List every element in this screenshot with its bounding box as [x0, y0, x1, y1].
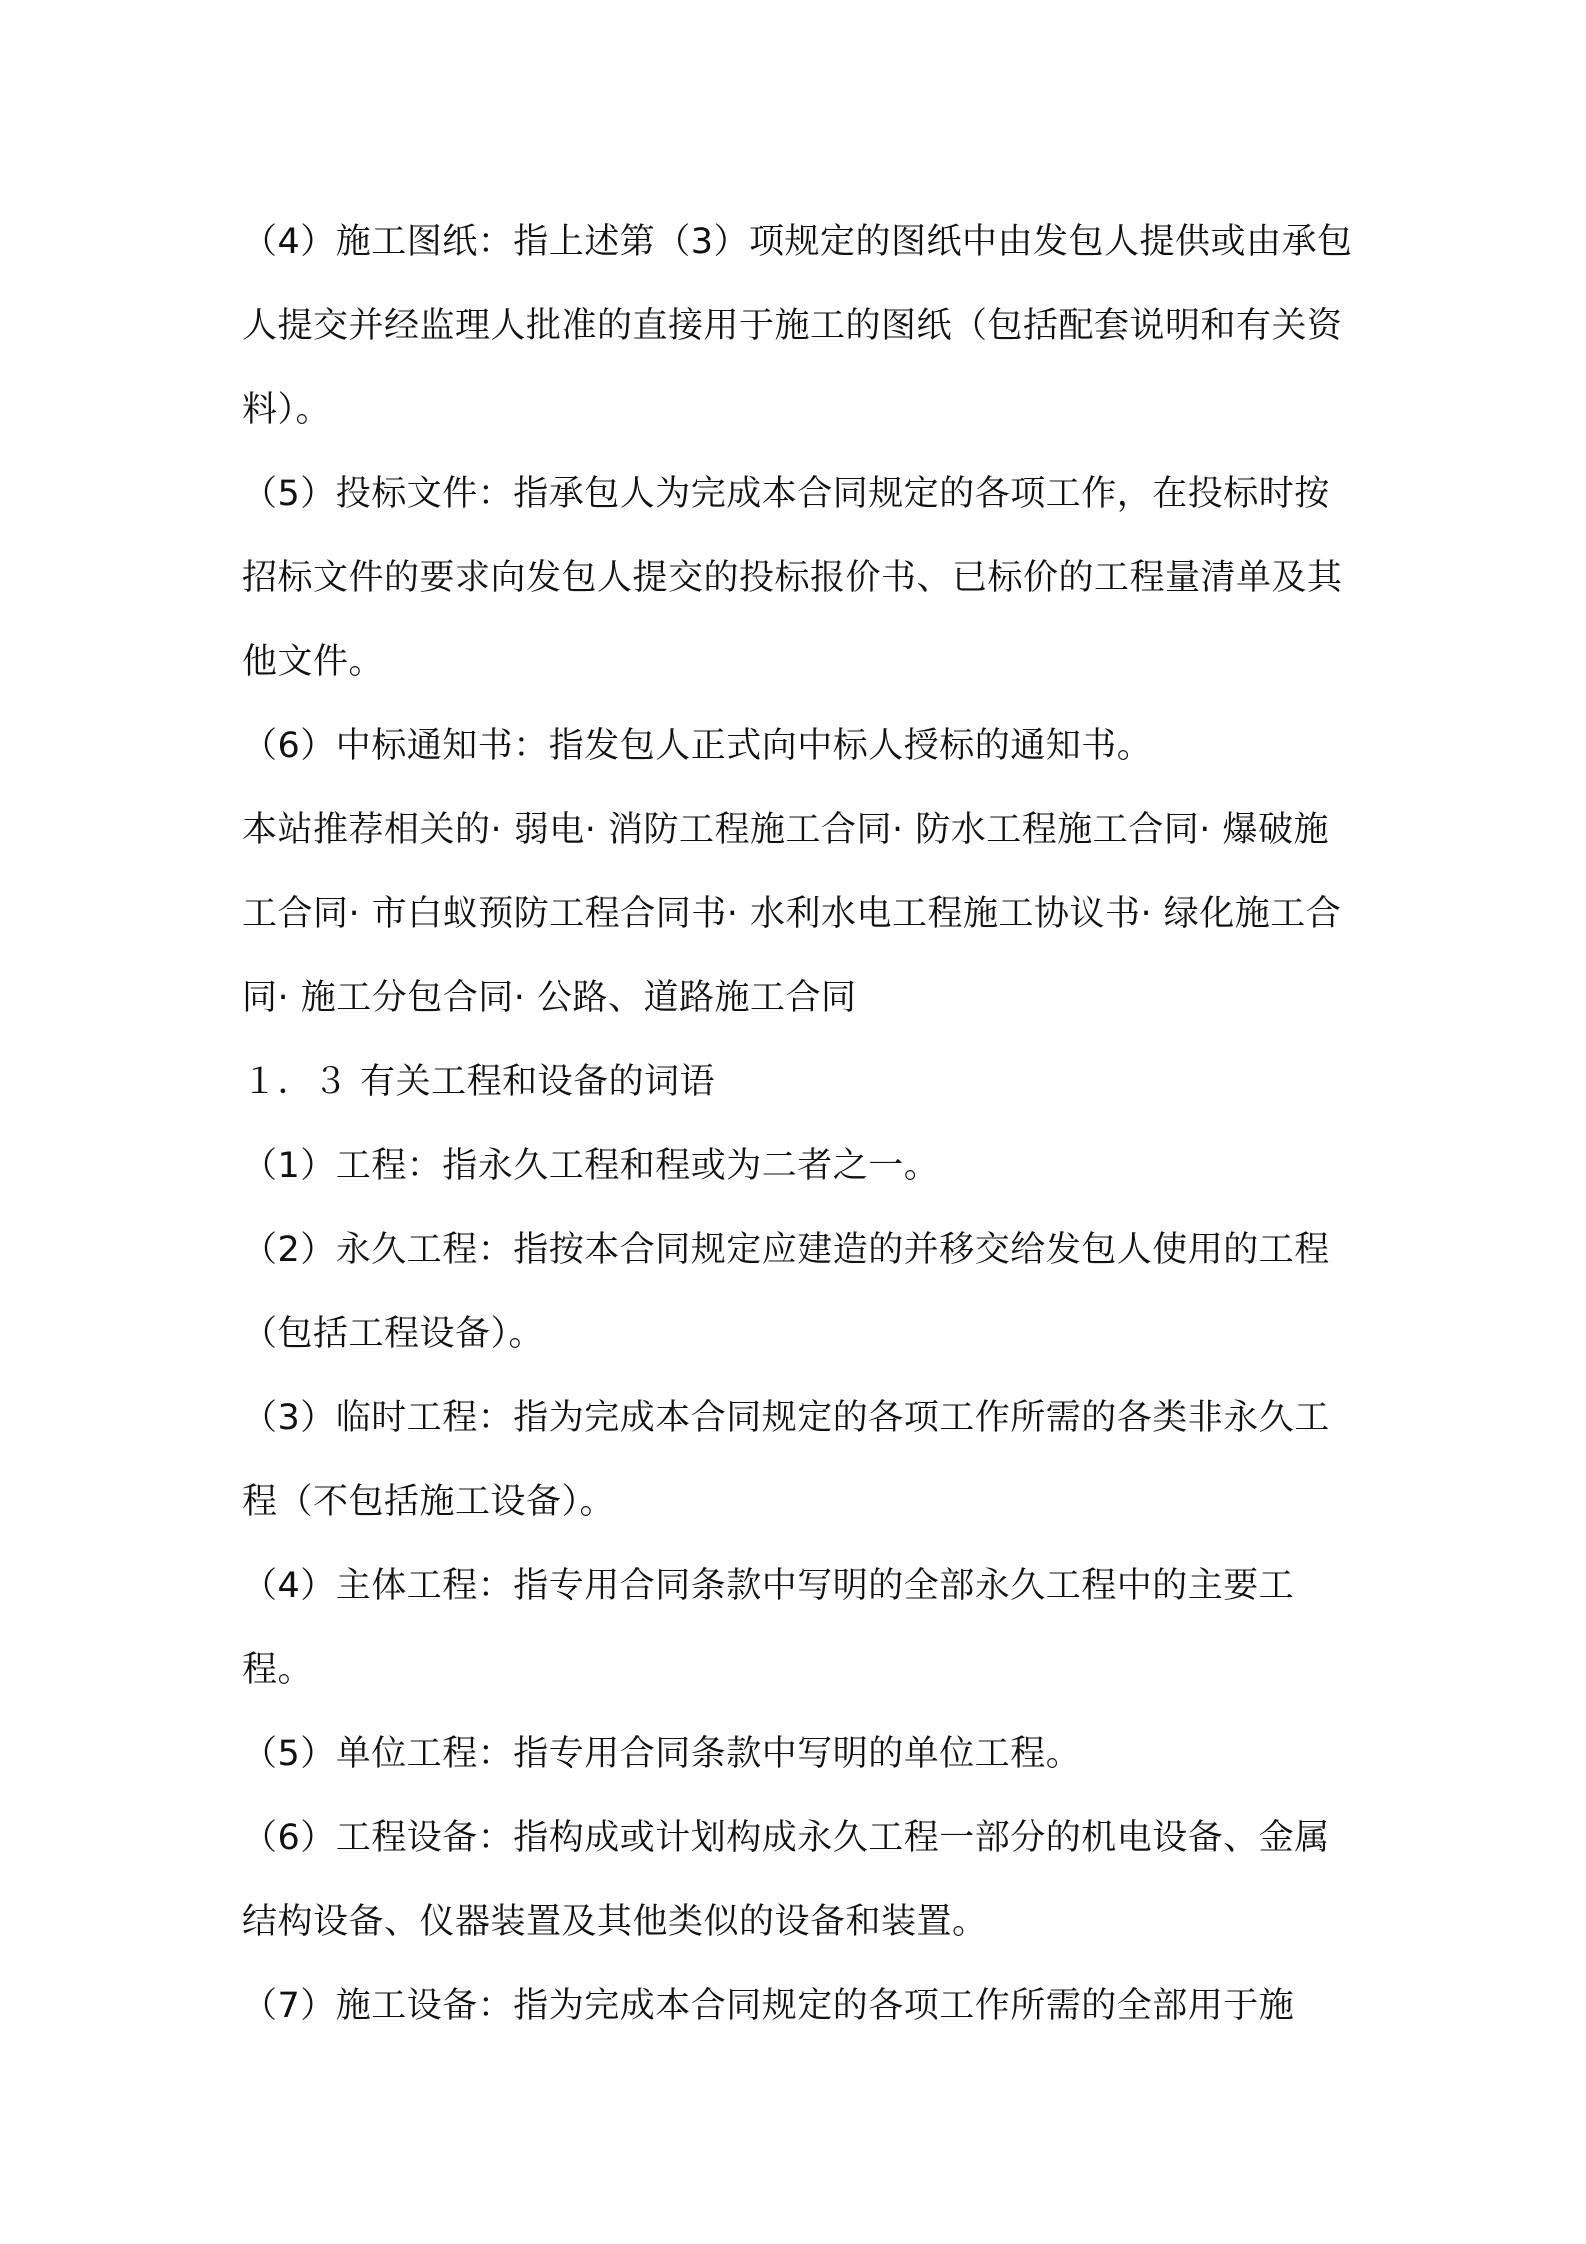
section-heading-1-3: １．３ 有关工程和设备的词语 [242, 1062, 716, 1102]
paragraph-permanent-works: （2）永久工程：指按本合同规定应建造的并移交给发包人使用的工程（包括工程设备）。 [242, 1230, 1330, 1354]
paragraph-unit-works: （5）单位工程：指专用合同条款中写明的单位工程。 [242, 1734, 1082, 1774]
paragraph-construction-equipment: （7）施工设备：指为完成本合同规定的各项工作所需的全部用于施 [242, 1986, 1295, 2026]
paragraph-temporary-works: （3）临时工程：指为完成本合同规定的各项工作所需的各类非永久工程（不包括施工设备）。 [242, 1398, 1330, 1522]
document-body [242, 200, 1362, 2048]
paragraph-works: （1）工程：指永久工程和程或为二者之一。 [242, 1146, 940, 1186]
paragraph-main-works: （4）主体工程：指专用合同条款中写明的全部永久工程中的主要工程。 [242, 1566, 1295, 1690]
paragraph-related-recommendations: 本站推荐相关的· 弱电· 消防工程施工合同· 防水工程施工合同· 爆破施工合同· 市白蚁预防工程合同书· 水利水电工程施工协议书· 绿化施工合同· 施工分包合同· 公路、道路施工合同 [242, 810, 1342, 1018]
paragraph-bid-documents: （5）投标文件：指承包人为完成本合同规定的各项工作，在投标时按招标文件的要求向发包人提交的投标报价书、已标价的工程量清单及其他文件。 [242, 474, 1343, 682]
paragraph-engineering-equipment: （6）工程设备：指构成或计划构成永久工程一部分的机电设备、金属结构设备、仪器装置及其他类似的设备和装置。 [242, 1818, 1330, 1942]
paragraph-construction-drawings: （4）施工图纸：指上述第（3）项规定的图纸中由发包人提供或由承包人提交并经监理人批准的直接用于施工的图纸（包括配套说明和有关资料）。 [242, 222, 1353, 430]
paragraph-award-notice: （6）中标通知书：指发包人正式向中标人授标的通知书。 [242, 726, 1153, 766]
